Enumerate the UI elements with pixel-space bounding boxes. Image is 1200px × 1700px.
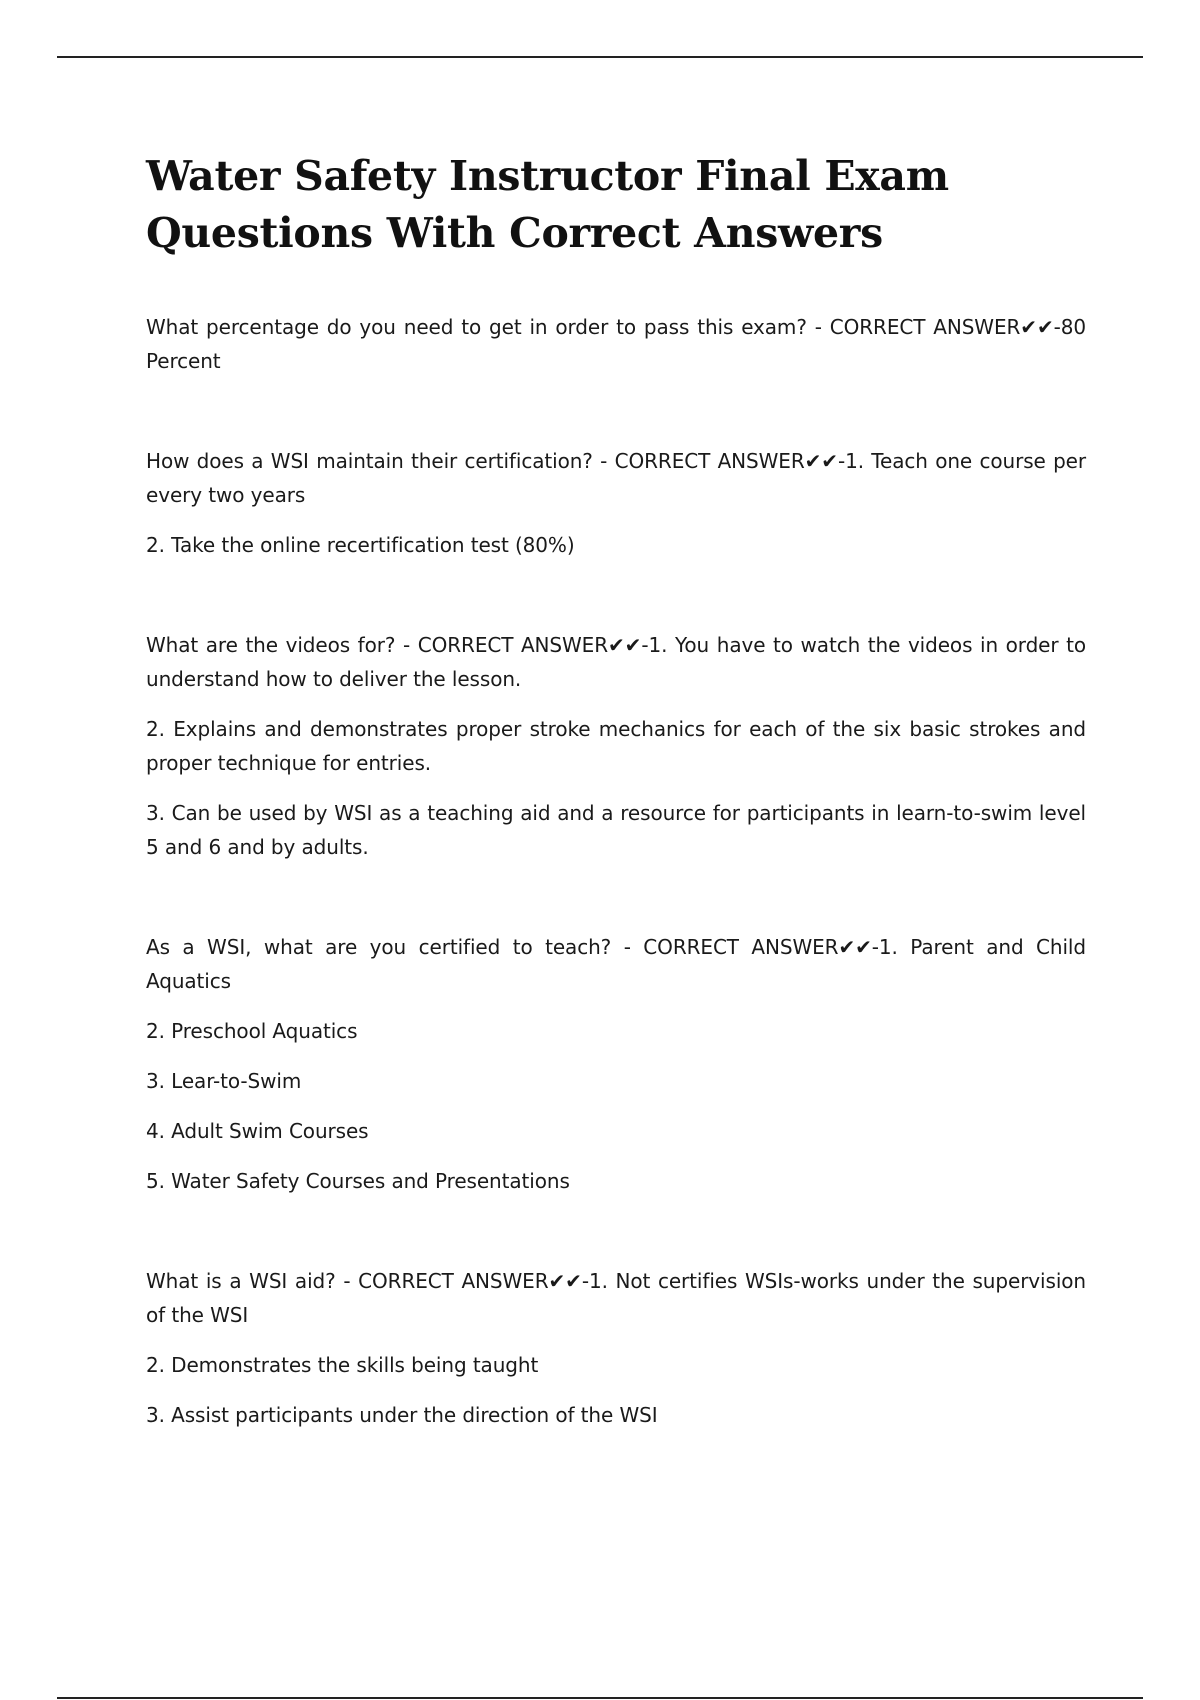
answer-point: 3. Lear-to-Swim: [146, 1069, 302, 1093]
qa-item: [146, 628, 1086, 864]
answer-point: 2. Preschool Aquatics: [146, 1019, 358, 1043]
answer-point: 5. Water Safety Courses and Presentations: [146, 1169, 570, 1193]
answer-point: 3. Can be used by WSI as a teaching aid and a resource for participants in learn-to-swim level 5 and 6 and by adults.: [146, 801, 1086, 859]
document-title: Water Safety Instructor Final Exam Questions With Correct Answers: [146, 152, 949, 257]
answer-point: 4. Adult Swim Courses: [146, 1119, 369, 1143]
answer-point: 3. Assist participants under the direction of the WSI: [146, 1403, 658, 1427]
question-answer: What are the videos for? - CORRECT ANSWER✔✔-1. You have to watch the videos in order to understand how to deliver the lesson.: [146, 633, 1086, 691]
answer-point: 2. Take the online recertification test (80%): [146, 533, 575, 557]
question-answer: What percentage do you need to get in order to pass this exam? - CORRECT ANSWER✔✔-80 Percent: [146, 315, 1086, 373]
top-rule: [57, 56, 1143, 58]
question-answer: As a WSI, what are you certified to teach? - CORRECT ANSWER✔✔-1. Parent and Child Aquatics: [146, 935, 1086, 993]
qa-item: [146, 1264, 1086, 1432]
question-answer: How does a WSI maintain their certification? - CORRECT ANSWER✔✔-1. Teach one course per every two years: [146, 449, 1086, 507]
qa-item: [146, 444, 1086, 562]
qa-item: [146, 930, 1086, 1198]
answer-point: 2. Demonstrates the skills being taught: [146, 1353, 539, 1377]
question-answer: What is a WSI aid? - CORRECT ANSWER✔✔-1. Not certifies WSIs-works under the supervision of the WSI: [146, 1269, 1086, 1327]
bottom-rule: [57, 1697, 1143, 1699]
qa-item: [146, 310, 1086, 378]
answer-point: 2. Explains and demonstrates proper stroke mechanics for each of the six basic strokes and proper technique for entries.: [146, 717, 1086, 775]
document-body: [146, 148, 1086, 1498]
